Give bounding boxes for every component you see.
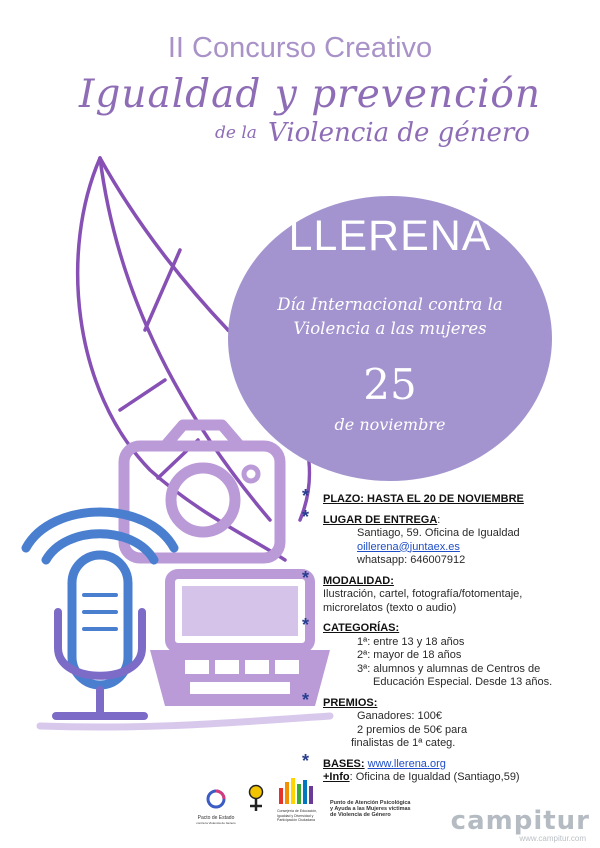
lugar-colon: :: [437, 513, 441, 526]
premio-ganadores: Ganadores: 100€: [357, 710, 443, 722]
microphone-icon: [26, 512, 174, 716]
section-lugar: [302, 506, 593, 568]
section-premios: [302, 689, 593, 751]
punto-line2: y Ayuda a las Mujeres víctimas: [330, 806, 411, 812]
lugar-whatsapp: whatsapp: 646007912: [357, 554, 466, 566]
modalidad-line1: Ilustración, cartel, fotografía/fotomentaje,: [323, 588, 523, 600]
title-line3: Violencia de género: [268, 118, 530, 148]
day-title-line2: Violencia a las mujeres: [293, 319, 487, 338]
asterisk-icon: *: [302, 506, 310, 527]
asterisk-icon: *: [302, 486, 310, 506]
lugar-address: Santiago, 59. Oficina de Igualdad: [357, 527, 520, 539]
premio-finalistas-cont: finalistas de 1ª categ.: [351, 737, 456, 749]
section-categorias: [302, 615, 593, 690]
title-line1: II Concurso Creativo: [167, 32, 433, 64]
pacto-logo: [196, 788, 236, 825]
category-3: 3ª: alumnos y alumnas de Centros de: [357, 662, 541, 675]
asterisk-icon: *: [302, 689, 310, 710]
city-name: LLERENA: [288, 212, 492, 260]
camera-dot-icon: [244, 467, 258, 481]
pacto-line2: de Estado: [211, 815, 235, 821]
categorias-heading: CATEGORÍAS:: [323, 622, 400, 634]
venus-symbol-icon: [245, 783, 267, 819]
color-bars-icon: [277, 778, 319, 804]
section-plazo: [302, 486, 593, 507]
bases-heading: BASES:: [323, 757, 365, 770]
camera-icon: [124, 425, 280, 558]
modalidad-heading: MODALIDAD:: [323, 574, 394, 587]
category-1: 1ª: entre 13 y 18 años: [357, 635, 465, 648]
section-modalidad: [302, 567, 593, 616]
lugar-heading: LUGAR DE ENTREGA: [323, 513, 438, 526]
info-heading: +Info: [323, 771, 350, 783]
date-number: 25: [363, 360, 417, 409]
pacto-line1: Pacto: [197, 815, 211, 821]
date-month: de noviembre: [334, 415, 446, 434]
igualdad-logo: [245, 783, 269, 824]
laptop-icon: [150, 567, 330, 710]
bases-link[interactable]: www.llerena.org: [367, 757, 446, 770]
title-line2: Igualdad y prevención: [78, 72, 542, 117]
asterisk-icon: *: [302, 750, 310, 771]
day-title: [228, 293, 552, 341]
pacto-ring-icon: [205, 788, 227, 810]
modalidad-line2: microrelatos (texto o audio): [323, 601, 457, 614]
punto-line1: Punto de Atención Psicológica: [330, 800, 411, 806]
asterisk-icon: *: [302, 567, 310, 588]
watermark-brand: campitur: [450, 806, 590, 836]
email-link[interactable]: oillerena@juntaex.es: [357, 540, 460, 553]
plazo-heading: PLAZO: HASTA EL 20 DE NOVIEMBRE: [323, 493, 524, 505]
category-2: 2ª: mayor de 18 años: [357, 649, 462, 661]
punto-line3: de Violencia de Género: [330, 812, 391, 818]
section-bases: [302, 750, 593, 785]
asterisk-icon: *: [302, 615, 310, 635]
info-text: : Oficina de Igualdad (Santiago,59): [349, 771, 520, 783]
category-3-cont: Educación Especial. Desde 13 años.: [373, 676, 553, 688]
consejeria-logo: [277, 778, 321, 823]
punto-atencion: [330, 800, 470, 818]
premio-finalistas: 2 premios de 50€ para: [357, 723, 468, 736]
watermark-url: www.campitur.com: [519, 834, 586, 843]
pacto-line3: contra la Violencia de Género: [196, 821, 236, 825]
premios-heading: PREMIOS:: [323, 696, 378, 709]
consejeria-text: Consejería de Educación, Igualdad y Diversidad y Participación Ciudadana: [277, 809, 318, 822]
day-title-line1: Día Internacional contra la: [277, 295, 503, 314]
title-line3-prefix: de la: [215, 123, 257, 143]
contest-details: [302, 486, 593, 785]
